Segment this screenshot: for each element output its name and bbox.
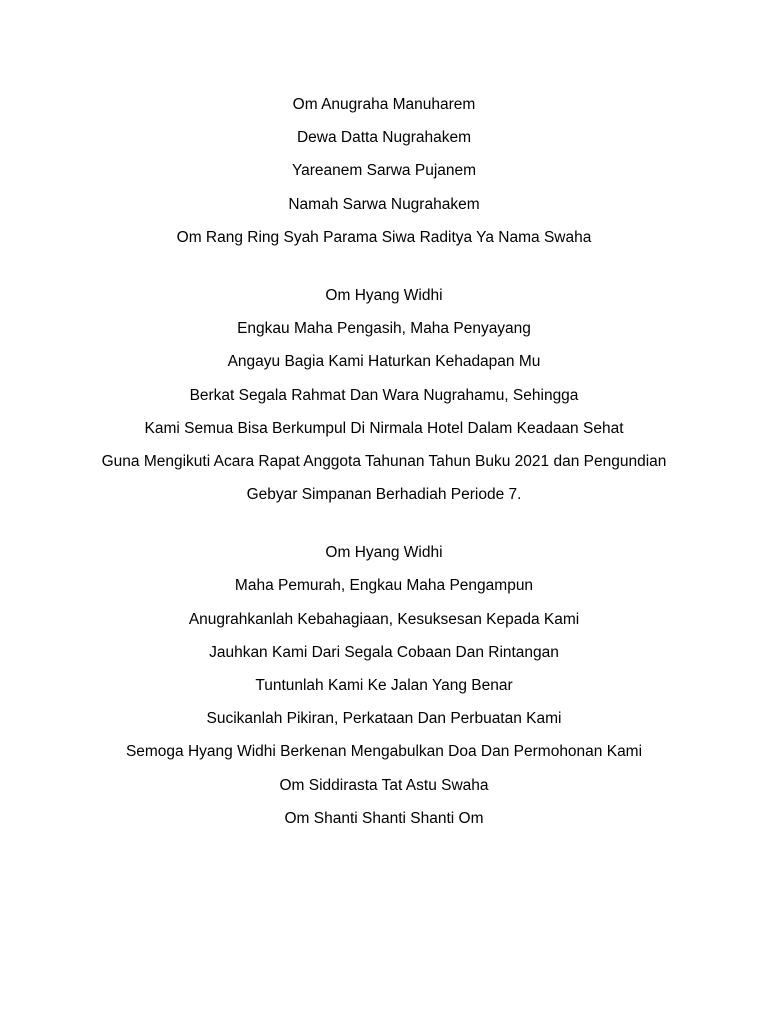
text-line: Om Siddirasta Tat Astu Swaha bbox=[279, 776, 489, 794]
text-line: Maha Pemurah, Engkau Maha Pengampun bbox=[234, 577, 534, 595]
text-line: Om Rang Ring Syah Parama Siwa Raditya Ya Nama Swaha bbox=[176, 228, 592, 246]
stanza-gratitude bbox=[0, 284, 768, 516]
text-line: Om Hyang Widhi bbox=[325, 544, 443, 562]
text-line: Jauhkan Kami Dari Segala Cobaan Dan Rintangan bbox=[209, 643, 559, 661]
text-line: Guna Mengikuti Acara Rapat Anggota Tahunan Tahun Buku 2021 dan Pengundian bbox=[101, 452, 667, 470]
text-line: Yareanem Sarwa Pujanem bbox=[291, 162, 477, 180]
text-line: Berkat Segala Rahmat Dan Wara Nugrahamu, Sehingga bbox=[189, 386, 579, 404]
text-line: Om Hyang Widhi bbox=[325, 286, 443, 304]
stanza-divider bbox=[0, 259, 768, 284]
text-line: Gebyar Simpanan Berhadiah Periode 7. bbox=[246, 486, 522, 504]
text-line: Kami Semua Bisa Berkumpul Di Nirmala Hotel Dalam Keadaan Sehat bbox=[144, 419, 624, 437]
text-line: Tuntunlah Kami Ke Jalan Yang Benar bbox=[255, 677, 513, 694]
text-line: Namah Sarwa Nugrahakem bbox=[288, 195, 480, 213]
stanza-petition bbox=[0, 541, 768, 840]
text-line: Semoga Hyang Widhi Berkenan Mengabulkan Doa Dan Permohonan Kami bbox=[125, 743, 643, 761]
text-line: Engkau Maha Pengasih, Maha Penyayang bbox=[237, 320, 531, 338]
text-line: Om Shanti Shanti Shanti Om bbox=[284, 809, 484, 827]
text-line: Angayu Bagia Kami Haturkan Kehadapan Mu bbox=[227, 353, 541, 371]
stanza-divider bbox=[0, 516, 768, 541]
text-line: Dewa Datta Nugrahakem bbox=[296, 129, 472, 147]
text-line: Anugrahkanlah Kebahagiaan, Kesuksesan Kepada Kami bbox=[188, 610, 580, 628]
text-line: Sucikanlah Pikiran, Perkataan Dan Perbuatan Kami bbox=[206, 710, 562, 728]
stanza-opening-mantra bbox=[0, 93, 768, 259]
text-line: Om Anugraha Manuharem bbox=[292, 96, 476, 113]
